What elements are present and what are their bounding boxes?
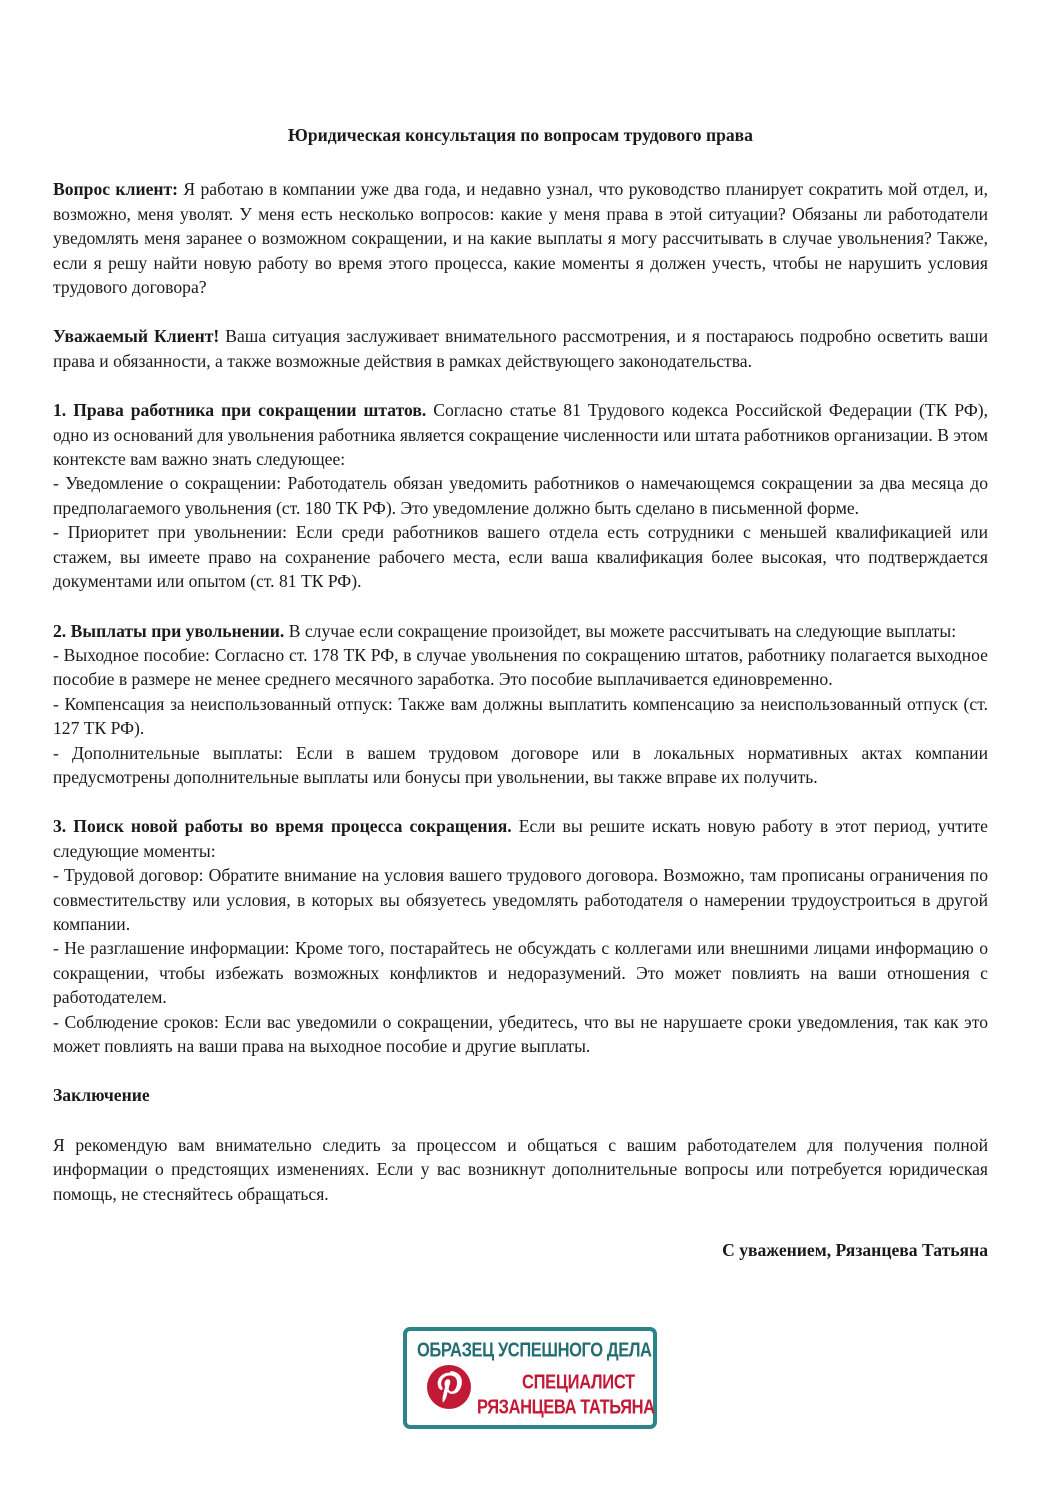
section-heading: 3. Поиск новой работы во время процесса сокращения. [53, 816, 512, 837]
question-text: Я работаю в компании уже два года, и недавно узнал, что руководство планирует сократить мой отдел, и, возможно, меня уволят. У меня есть несколько вопросов: какие у меня права в этой ситуации? Обязаны ли работодатели уведомлять меня заранее о возможном сокращении, и на какие выплаты я могу рассчитывать в случае увольнения? Также, если я решу найти новую работу во время этого процесса, какие моменты я должен учесть, чтобы не нарушить условия трудового договора? [53, 179, 988, 298]
section-intro [53, 398, 988, 471]
section-intro [53, 619, 988, 643]
section-payments [53, 619, 988, 790]
document-title: Юридическая консультация по вопросам трудового права [288, 125, 753, 145]
list-item: - Соблюдение сроков: Если вас уведомили о сокращении, убедитесь, что вы не нарушаете сроки уведомления, так как это может повлиять на ваши права на выходное пособие и другие выплаты. [53, 1011, 988, 1056]
stamp-title: ОБРАЗЕЦ УСПЕШНОГО ДЕЛА [417, 1339, 652, 1362]
pinterest-icon [426, 1364, 472, 1410]
section-intro-text: Согласно статье 81 Трудового кодекса Российской Федерации (ТК РФ), одно из оснований для увольнения работника является сокращение численности или штата работников организации. В этом контексте вам важно знать следующее: [53, 400, 988, 470]
section-job-search [53, 814, 988, 1058]
conclusion-text: Я рекомендую вам внимательно следить за процессом и общаться с вашим работодателем для получения полной информации о предстоящих изменениях. Если у вас возникнут дополнительные вопросы или потребуется юридическая помощь, не стесняйтесь обращаться. [53, 1134, 988, 1204]
section-heading: 2. Выплаты при увольнении. [53, 620, 285, 641]
greeting-label: Уважаемый Клиент! [53, 326, 220, 347]
list-item: - Компенсация за неиспользованный отпуск: Также вам должны выплатить компенсацию за неиспользованный отпуск (ст. 127 ТК РФ). [53, 693, 988, 739]
greeting-text: Ваша ситуация заслуживает внимательного рассмотрения, и я постараюсь подробно осветить ваши права и обязанности, а также возможные действия в рамках действующего законодательства. [53, 326, 988, 371]
section-rights [53, 398, 988, 593]
list-item: - Приоритет при увольнении: Если среди работников вашего отдела есть сотрудники с меньшей квалификацией или стажем, вы имеете право на сохранение рабочего места, если ваша квалификация более высокая, что подтверждается документами или опытом (ст. 81 ТК РФ). [53, 522, 988, 592]
list-item: - Трудовой договор: Обратите внимание на условия вашего трудового договора. Возможно, там прописаны ограничения по совместительству или условия, в которых вы обязуетесь уведомлять работодателя о намерении трудоустроиться в другой компании. [53, 865, 988, 934]
signature: С уважением, Рязанцева Татьяна [722, 1240, 988, 1261]
section-intro [53, 814, 988, 863]
list-item: - Дополнительные выплаты: Если в вашем трудовом договоре или в локальных нормативных актах компании предусмотрены дополнительные выплаты или бонусы при увольнении, вы также вправе их получить. [53, 742, 988, 787]
section-intro-text: Если вы решите искать новую работу в этот период, учтите следующие моменты: [53, 816, 988, 861]
greeting-paragraph [53, 324, 988, 373]
conclusion-heading: Заключение [53, 1085, 150, 1106]
document-page [53, 123, 988, 1262]
client-question [53, 177, 988, 299]
stamp-subtitle: СПЕЦИАЛИСТ [522, 1371, 635, 1394]
list-item: - Не разглашение информации: Кроме того, постарайтесь не обсуждать с коллегами или внешними лицами информацию о сокращении, чтобы избежать возможных конфликтов и недоразумений. Это может повлиять на ваши отношения с работодателем. [53, 938, 988, 1008]
list-item: - Выходное пособие: Согласно ст. 178 ТК РФ, в случае увольнения по сокращению штатов, работнику полагается выходное пособие в размере не менее среднего месячного заработка. Это пособие выплачивается единовременно. [53, 644, 988, 690]
list-item: - Уведомление о сокращении: Работодатель обязан уведомить работников о намечающемся сокращении за два месяца до предполагаемого увольнения (ст. 180 ТК РФ). Это уведомление должно быть сделано в письменной форме. [53, 473, 988, 518]
section-intro-text: В случае если сокращение произойдет, вы можете рассчитывать на следующие выплаты: [284, 620, 957, 641]
question-label: Вопрос клиент: [53, 179, 179, 200]
success-stamp [403, 1327, 657, 1429]
stamp-name: РЯЗАНЦЕВА ТАТЬЯНА [477, 1396, 655, 1419]
section-heading: 1. Права работника при сокращении штатов. [53, 400, 427, 421]
